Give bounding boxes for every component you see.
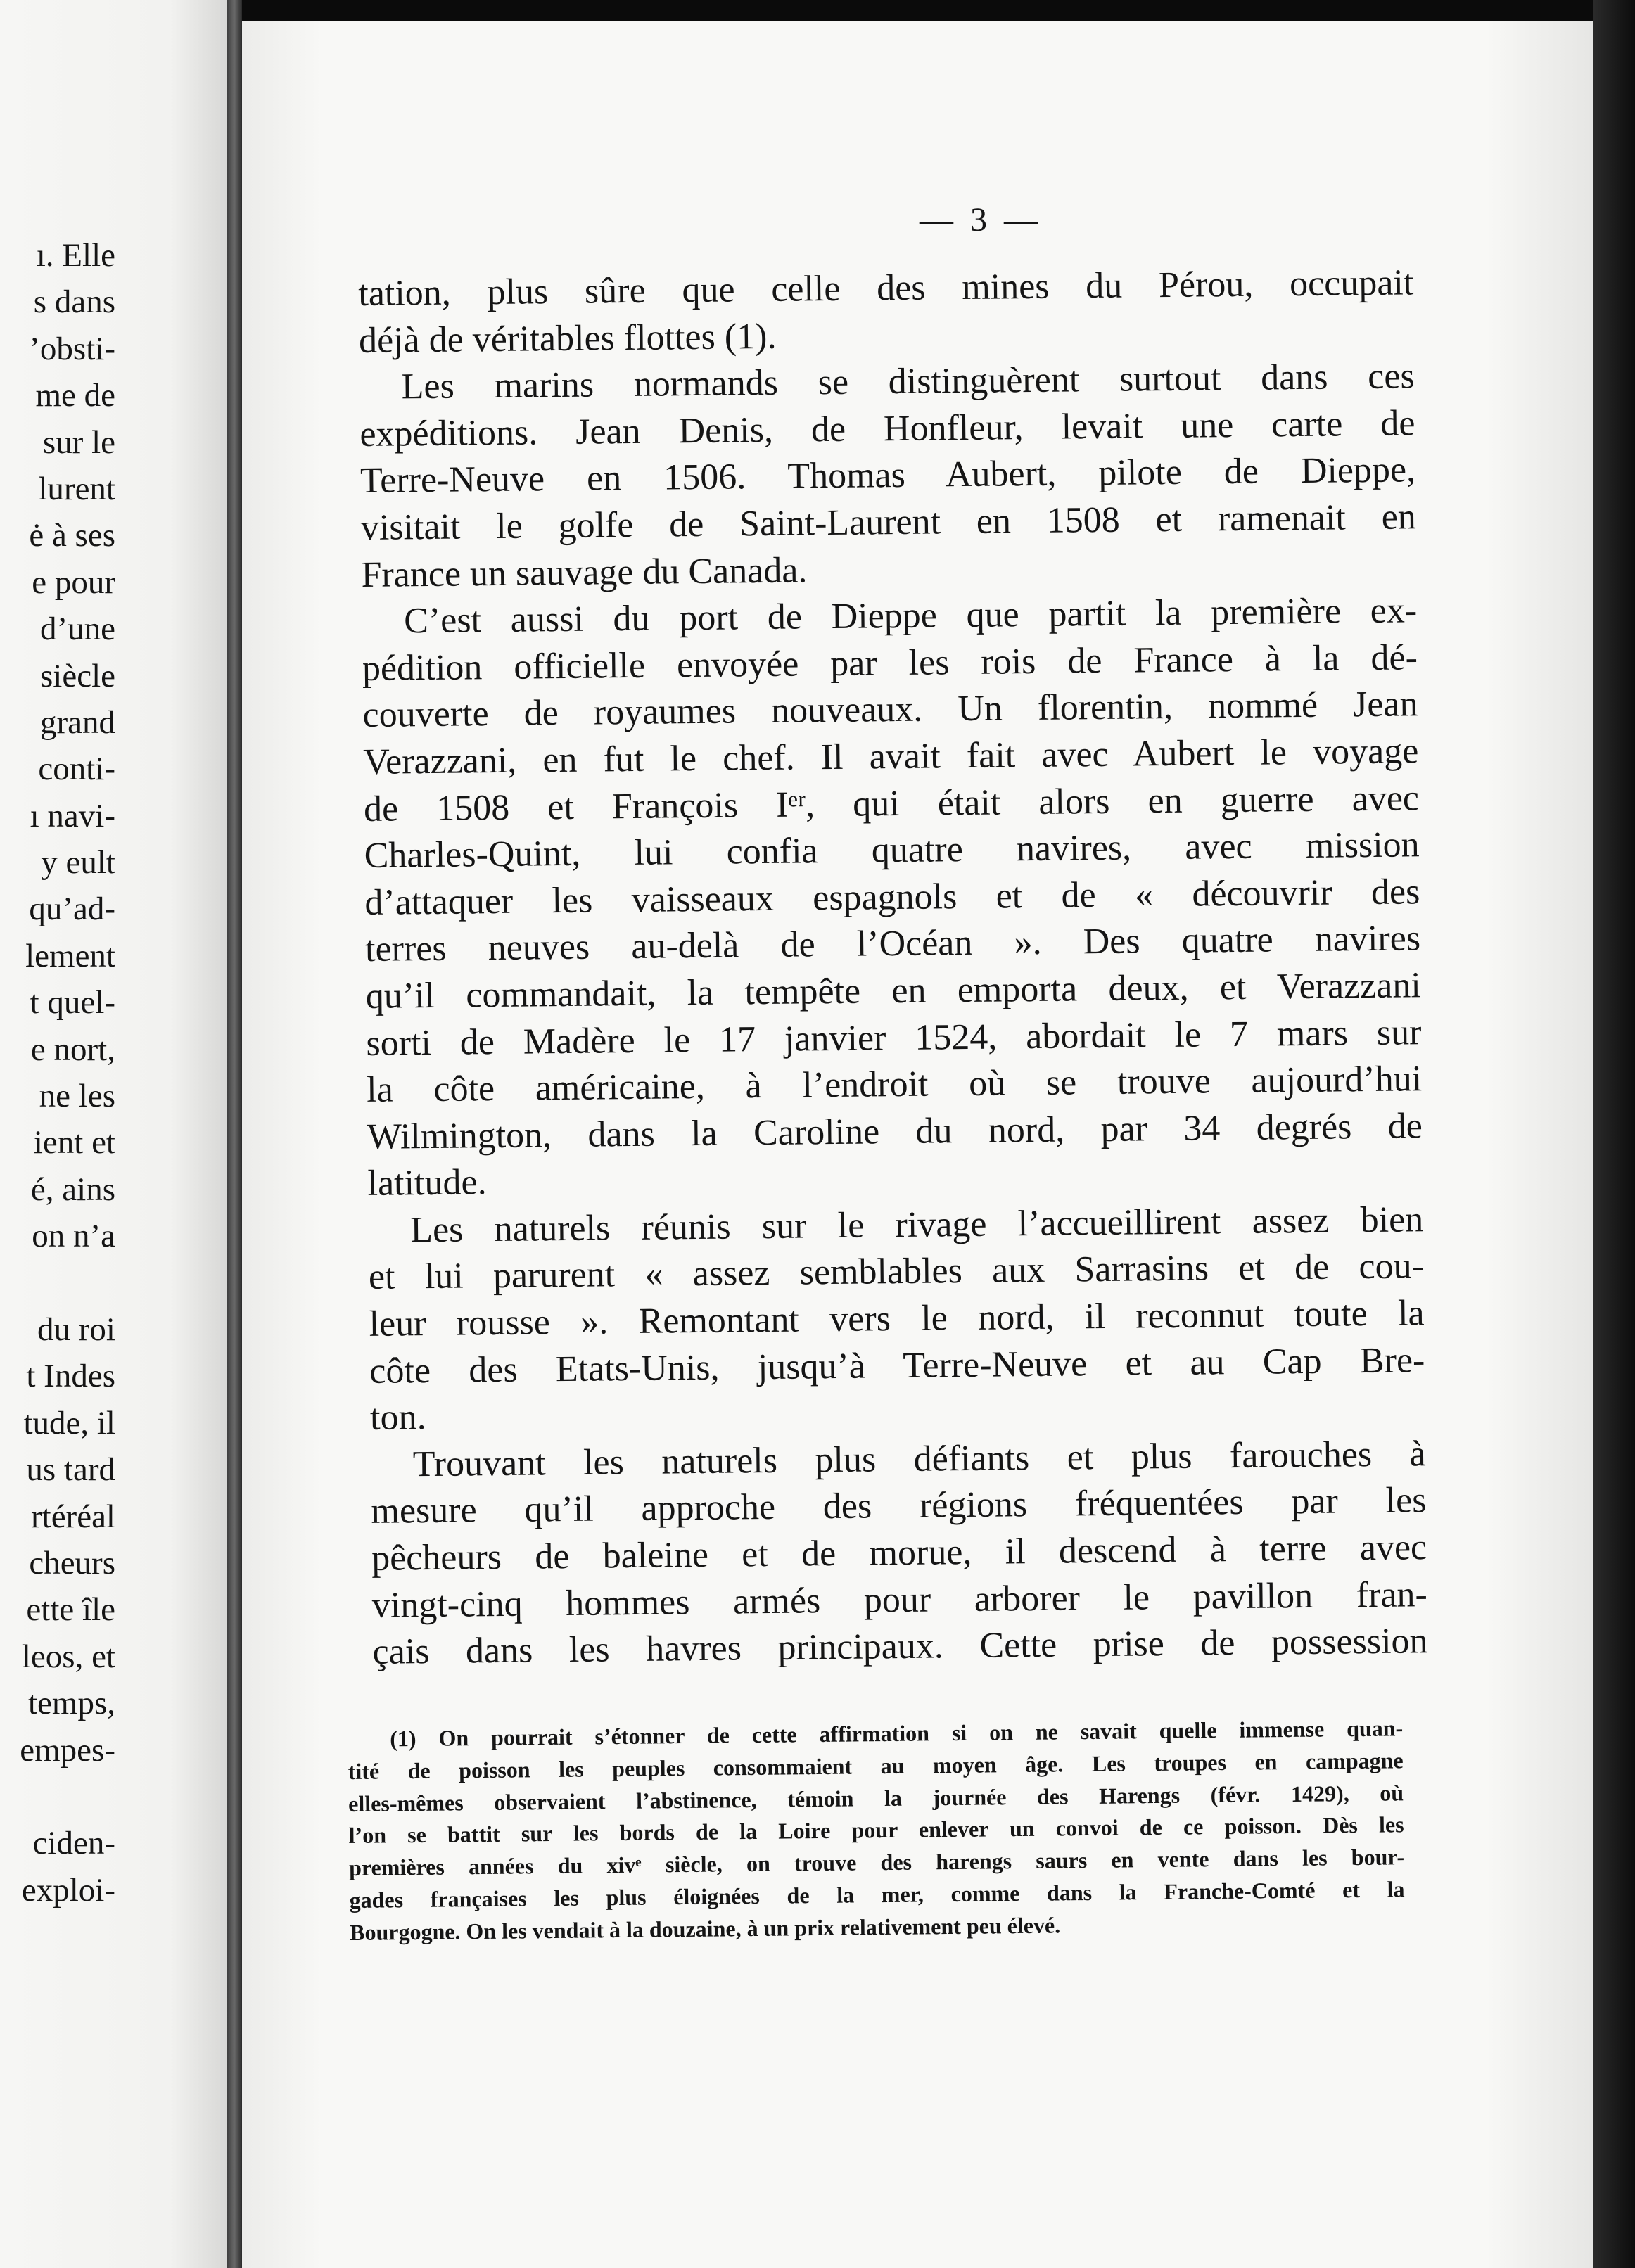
text-line: la côte américaine, à l’endroit où se trouve aujourd’hui <box>366 1059 1423 1111</box>
left-page-line: é, ains <box>30 1171 115 1208</box>
left-page-text-column <box>0 232 115 1913</box>
left-page-line: us tard <box>26 1451 115 1489</box>
left-page-line: grand <box>39 703 115 741</box>
left-page-line: ette île <box>26 1591 115 1629</box>
footnote-line: gades françaises les plus éloignées de la mer, comme dans la Franche-Comté et la <box>349 1876 1405 1913</box>
text-line: Trouvant les naturels plus défiants et plus farouches à <box>412 1434 1426 1485</box>
text-line: C’est aussi du port de Dieppe que partit la première ex- <box>403 590 1418 642</box>
left-page-line: siècle <box>40 657 115 694</box>
footnote-line: l’on se battit sur les bords de la Loire pour enlever un convoi de ce poisson. Dès les <box>348 1811 1404 1849</box>
left-page-line: leos, et <box>21 1638 115 1675</box>
footnote-line: tité de poisson les peuples consommaient au moyen âge. Les troupes en campagne <box>348 1747 1404 1784</box>
text-line: vingt-cinq hommes armés pour arborer le pavillon fran- <box>371 1574 1428 1626</box>
page-edge-shadow <box>1593 0 1635 2268</box>
left-page-line: exploi- <box>21 1871 115 1909</box>
text-line: sorti de Madère le 17 janvier 1524, abordait le 7 mars sur <box>366 1012 1422 1064</box>
left-page-line: e pour <box>32 563 115 601</box>
left-page-line: conti- <box>38 751 115 788</box>
left-page-line: sur le <box>42 423 115 461</box>
left-page-line: t quel- <box>30 984 115 1021</box>
footnote-line: premières années du xivᵉ siècle, on trouve des harengs saurs en vente dans les bour- <box>348 1844 1405 1881</box>
left-page-line: me de <box>35 377 115 414</box>
text-line: Wilmington, dans la Caroline du nord, par 34 degrés de <box>367 1105 1423 1157</box>
left-page-fragment <box>0 0 227 2268</box>
footnote-line: elles-mêmes observaient l’abstinence, témoin la journée des Harengs (févr. 1429), où <box>348 1779 1404 1816</box>
left-page-line: ciden- <box>32 1825 115 1862</box>
left-page-line: lurent <box>38 470 115 507</box>
text-line: çais dans les havres principaux. Cette prise de possession <box>372 1621 1428 1673</box>
text-line: mesure qu’il approche des régions fréquentées par les <box>371 1480 1427 1532</box>
text-line: et lui parurent « assez semblables aux Sarrasins et de cou- <box>368 1246 1425 1298</box>
left-page-line: on n’a <box>32 1218 115 1255</box>
left-page-line: ient et <box>33 1124 115 1161</box>
text-line: côte des Etats-Unis, jusqu’à Terre-Neuve et au Cap Bre- <box>369 1339 1425 1391</box>
book-gutter <box>227 0 242 2268</box>
left-page-line <box>0 1773 115 1820</box>
text-line: Charles-Quint, lui confia quatre navires, avec mission <box>364 824 1420 877</box>
left-page-line: cheurs <box>29 1544 115 1581</box>
text-line: Terre-Neuve en 1506. Thomas Aubert, pilote de Dieppe, <box>360 450 1416 502</box>
text-line: pêcheurs de baleine et de morue, il descend à terre avec <box>371 1527 1427 1579</box>
left-page-line <box>0 1260 115 1306</box>
left-page-line: e nort, <box>30 1031 115 1068</box>
left-page-line: lement <box>25 937 115 974</box>
text-line: visitait le golfe de Saint-Laurent en 1508 et ramenait en <box>360 497 1417 548</box>
left-page-line: temps, <box>27 1685 115 1722</box>
text-line: couverte de royaumes nouveaux. Un florentin, nommé Jean <box>362 684 1418 736</box>
text-line: qu’il commandait, la tempête en emporta deux, et Verazzani <box>365 965 1422 1017</box>
text-line: Les marins normands se distinguèrent surtout dans ces <box>401 356 1415 407</box>
text-line: Les naturels réunis sur le rivage l’accueillirent assez bien <box>409 1199 1424 1251</box>
text-line: de 1508 et François Iᵉʳ, qui était alors en guerre avec <box>363 777 1420 829</box>
left-page-line: ’obsti- <box>29 330 115 367</box>
left-page-line: ı navi- <box>30 797 115 834</box>
left-page-line: ne les <box>39 1078 115 1115</box>
left-page-line: qu’ad- <box>29 891 115 928</box>
text-line: pédition officielle envoyée par les rois de France à la dé- <box>362 637 1418 689</box>
text-line: ton. <box>369 1397 426 1439</box>
footnote-line: Bourgogne. On les vendait à la douzaine, à un prix relativement peu élevé. <box>349 1912 1061 1945</box>
text-line: déjà de véritables flottes (1). <box>358 316 777 361</box>
text-line: France un sauvage du Canada. <box>361 549 808 595</box>
left-page-line: d’une <box>39 611 115 648</box>
footnote-block <box>348 1712 1405 1949</box>
text-line: terres neuves au-delà de l’Océan ». Des quatre navires <box>364 918 1421 970</box>
footnote-line: (1) On pourrait s’étonner de cette affirmation si on ne savait quelle immense quan- <box>390 1715 1404 1752</box>
left-page-line: du roi <box>37 1311 115 1348</box>
left-page-line: t Indes <box>26 1358 115 1395</box>
text-line: d’attaquer les vaisseaux espagnols et de « découvrir des <box>364 871 1420 923</box>
left-page-line: y eult <box>41 844 115 881</box>
text-line: expéditions. Jean Denis, de Honfleur, levait une carte de <box>360 403 1415 454</box>
text-line: tation, plus sûre que celle des mines du Pérou, occupait <box>358 262 1414 314</box>
left-page-line: ė à ses <box>29 517 115 554</box>
text-line: latitude. <box>367 1162 487 1204</box>
left-page-line: tude, il <box>23 1404 115 1441</box>
left-page-line: empes- <box>20 1731 115 1769</box>
book-page <box>242 21 1593 2268</box>
page-number: — 3 — <box>920 201 1042 238</box>
left-page-line: s dans <box>33 284 115 321</box>
left-page-line: ı. Elle <box>36 237 115 274</box>
left-page-line: rtéréal <box>30 1498 115 1535</box>
text-line: leur rousse ». Remontant vers le nord, il reconnut toute la <box>369 1293 1425 1344</box>
text-line: Verazzani, en fut le chef. Il avait fait avec Aubert le voyage <box>363 731 1419 782</box>
main-text-block <box>358 260 1428 1676</box>
